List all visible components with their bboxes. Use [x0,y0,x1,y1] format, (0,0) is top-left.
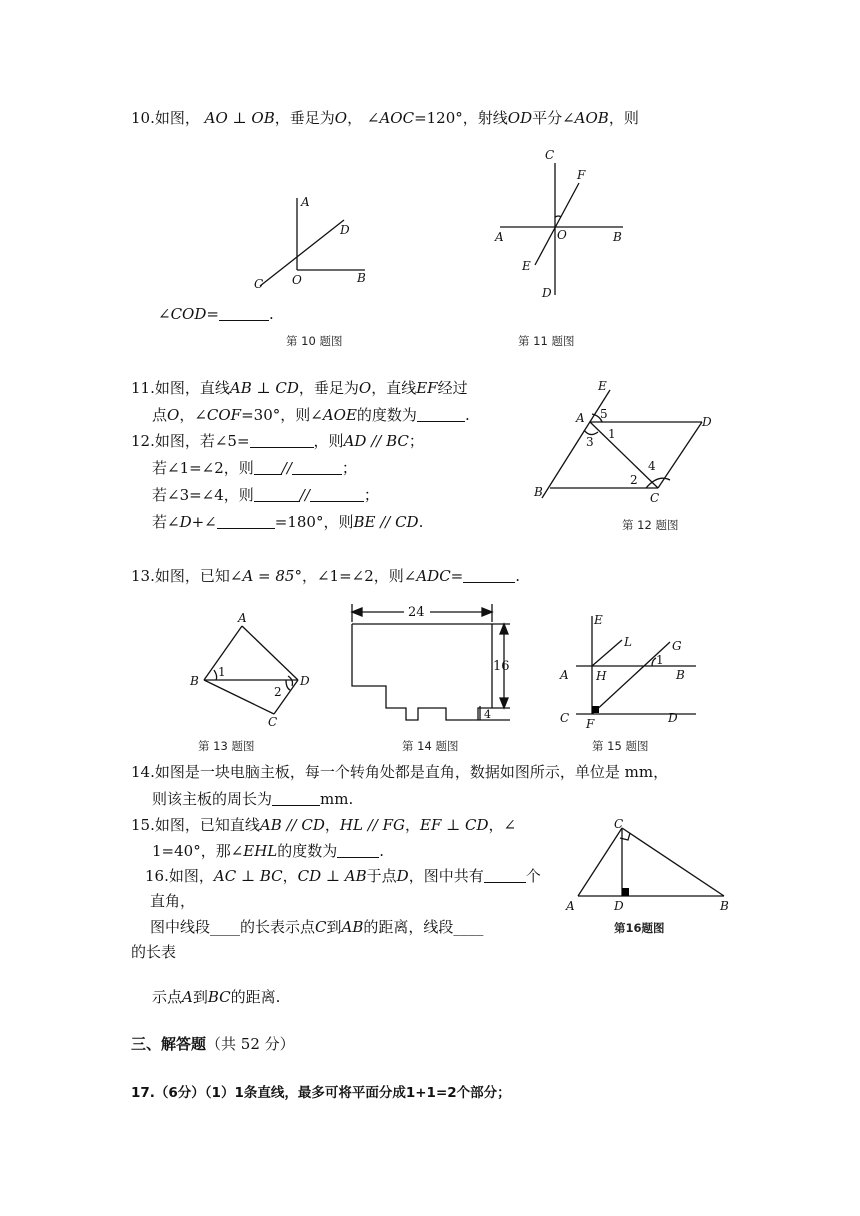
f12-label-3: 3 [586,435,594,449]
f11-label-d: D [542,286,552,300]
f13-label-b: B [190,674,199,688]
f10-label-o: O [292,273,302,287]
f12-label-c: C [650,491,660,505]
f11-label-a: A [495,230,504,244]
q12-blank-1[interactable] [250,432,314,448]
q17-line: 17.（6分）（1）1条直线，最多可将平面分成1+1=2个部分； [131,1085,511,1101]
f15-label-c: C [560,711,570,725]
f14-dim-right: 16 [493,659,510,674]
f10-label-b: B [357,271,366,285]
q16-line5: 示点A到BC的距离. [152,988,281,1006]
q15-line1: 15.如图，已知直线AB // CD，HL // FG，EF ⊥ CD，∠ [131,816,517,834]
q10-blank[interactable] [219,305,269,321]
f11-label-c: C [545,148,555,162]
q10-answer-line: ∠COD= . [158,305,274,323]
f11-label-f: F [577,168,586,182]
q10-num: 10. [131,109,155,127]
q13-line: 13.如图，已知∠A = 85°，∠1=∠2，则∠ADC= . [131,567,521,585]
f12-label-5: 5 [600,407,608,421]
f12-label-1: 1 [608,427,616,441]
q14-line2: 则该主板的周长为 mm. [152,790,354,808]
f12-label-d: D [702,415,712,429]
f16-label-b: B [720,899,729,913]
f11-label-o: O [557,228,567,242]
q16-line4: 的长表 [131,943,177,961]
q14-line1: 14.如图是一块电脑主板，每一个转角处都是直角，数据如图所示，单位是 mm， [131,763,669,781]
f12-label-b: B [534,485,543,499]
figure-10 [240,190,390,300]
f13-label-d: D [300,674,310,688]
q13-blank[interactable] [463,567,515,583]
figure-16 [562,816,742,920]
f13-label-c: C [268,715,278,729]
q16-line3: 图中线段____的长表示点C到AB的距离，线段____ [150,918,484,936]
f15-label-d: D [668,711,678,725]
q12-blank-4[interactable] [254,486,300,502]
q10-line1: 10.如图， AO ⊥ OB，垂足为O， ∠AOC=120°，射线OD平分∠AOB，则 [131,109,639,127]
f11-label-e: E [522,259,531,273]
f13-label-a: A [238,611,247,625]
section3-heading: 三、解答题（共 52 分） [131,1035,295,1053]
q16-line2: 直角， [150,892,196,910]
q16-caption: 第16题图 [614,921,665,935]
q11-caption: 第 11 题图 [518,334,575,348]
q12-blank-6[interactable] [217,513,275,529]
f12-label-2: 2 [630,473,638,487]
q15-line2: 1=40°，那∠EHL的度数为 . [152,842,385,860]
f15-label-a: A [560,668,569,682]
q16-blank-count[interactable] [484,867,526,883]
f12-label-4: 4 [648,459,656,473]
f15-label-h: H [596,669,607,683]
q11-line2: 点O，∠COF=30°，则∠AOE的度数为 . [152,406,470,424]
q16-line1: 16.如图，AC ⊥ BC，CD ⊥ AB于点D，图中共有 个 [145,867,541,885]
f14-dim-small: 4 [484,708,491,721]
f12-label-a: A [576,411,585,425]
q12-line3: 若∠3=∠4，则 // ； [152,486,379,504]
q14-caption: 第 14 题图 [402,739,459,753]
f16-label-a: A [566,899,575,913]
q12-blank-2[interactable] [254,459,282,475]
q12-line2: 若∠1=∠2，则 // ； [152,459,357,477]
f11-label-b: B [613,230,622,244]
f16-label-d: D [614,899,624,913]
q11-blank[interactable] [417,406,465,422]
q12-blank-3[interactable] [292,459,342,475]
figure-15 [556,610,706,730]
f10-label-c: C [254,277,264,291]
q15-blank[interactable] [337,842,379,858]
figure-12 [530,378,720,508]
f15-label-b: B [676,668,685,682]
q14-blank[interactable] [272,790,320,806]
f14-dim-top: 24 [408,605,425,620]
q12-caption: 第 12 题图 [622,518,679,532]
figure-11 [495,145,635,305]
figure-13 [186,608,326,728]
f10-label-a: A [301,195,310,209]
q15-caption: 第 15 题图 [592,739,649,753]
f15-label-f: F [586,717,595,731]
f10-label-d: D [340,223,350,237]
f15-label-1: 1 [656,653,664,667]
f16-label-c: C [614,817,624,831]
q13-caption: 第 13 题图 [198,739,255,753]
q12-line4: 若∠D+∠ =180°，则BE // CD. [152,513,424,531]
f15-label-g: G [672,639,682,653]
f15-label-e: E [594,613,603,627]
q10-caption: 第 10 题图 [286,334,343,348]
q12-line1: 12.如图，若∠5= ，则AD // BC； [131,432,424,450]
f12-label-e: E [598,379,607,393]
q11-line1: 11.如图，直线AB ⊥ CD，垂足为O，直线EF经过 [131,379,468,397]
q12-blank-5[interactable] [310,486,364,502]
f13-label-2: 2 [274,685,282,699]
f13-label-1: 1 [218,665,226,679]
figure-14 [340,596,520,736]
f15-label-l: L [624,635,632,649]
